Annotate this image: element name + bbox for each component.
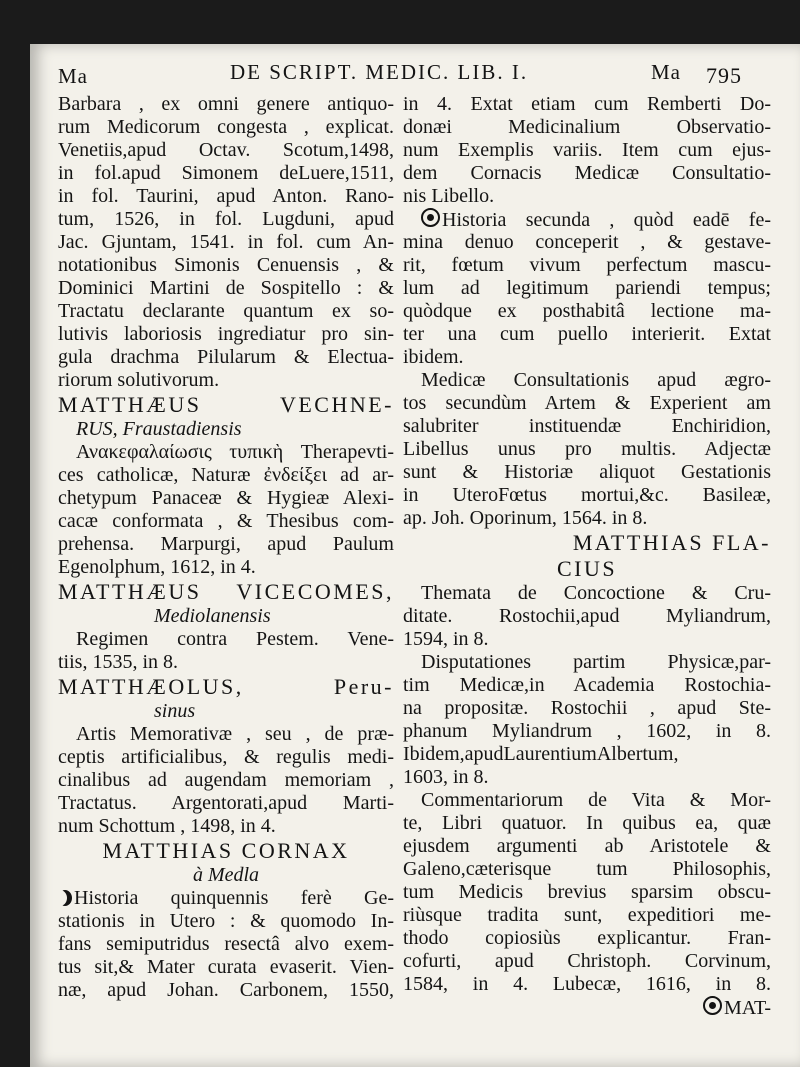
line-text: num Exemplis variis. Item cum ejus-	[403, 139, 771, 161]
left-column-line	[58, 769, 394, 792]
line-text: MATTHÆUS VICECOMES,	[58, 579, 394, 604]
line-text: sunt & Historiæ aliquot Gestationis	[403, 461, 771, 483]
line-text: ap. Joh. Oporinum, 1564. in 8.	[403, 507, 648, 529]
right-column-line	[403, 858, 771, 881]
line-text: Dominici Martini de Sospitello : &	[58, 277, 394, 299]
line-text: riorum solutivorum.	[58, 369, 220, 391]
line-text: Themata de Concoctione & Cru-	[421, 582, 771, 604]
line-text: à Medla	[192, 864, 260, 886]
line-text: dem Cornacis Medicæ Consultatio-	[403, 162, 771, 184]
left-column-line	[58, 418, 394, 441]
line-text: Historia quinquennis ferè Ge-	[74, 887, 394, 909]
right-column-line	[403, 300, 771, 323]
header-left-guideword: Ma	[58, 64, 88, 88]
left-column-line	[58, 579, 394, 605]
left-column-line	[58, 887, 394, 910]
right-column-line	[403, 881, 771, 904]
left-column-line	[58, 392, 394, 418]
line-text: ejusdem argumenti ab Aristotele &	[403, 835, 771, 857]
line-text: Ibidem,apudLaurentiumAlbertum,	[403, 743, 679, 765]
line-text: tos secundùm Artem & Experient am	[403, 392, 771, 414]
right-column-line	[403, 556, 771, 582]
line-text: Tractatus. Argentorati,apud Marti-	[58, 792, 394, 814]
left-column-line	[58, 651, 394, 674]
line-text: prehensa. Marpurgi, apud Paulum	[58, 533, 394, 555]
line-text: MATTHÆUS VECHNE-	[58, 392, 394, 417]
line-text: MAT-	[723, 997, 771, 1019]
left-column-line	[58, 746, 394, 769]
right-text-column	[403, 93, 771, 1019]
right-column-line	[403, 323, 771, 346]
left-column-line	[58, 700, 394, 723]
right-column-line	[403, 766, 771, 789]
left-column-line	[58, 464, 394, 487]
right-column-line	[403, 651, 771, 674]
line-text: donæi Medicinalium Observatio-	[403, 116, 771, 138]
left-column-line	[58, 864, 394, 887]
line-text: Ανακεφαλαίωσις τυπικὴ Therapevti-	[76, 441, 394, 463]
left-column-line	[58, 674, 394, 700]
right-column-line	[403, 904, 771, 927]
left-column-line	[58, 323, 394, 346]
line-text: in fol. Taurini, apud Anton. Rano-	[58, 185, 394, 207]
right-column-line	[403, 743, 771, 766]
line-text: 1584, in 4. Lubecæ, 1616, in 8.	[403, 973, 771, 995]
line-text: 1594, in 8.	[403, 628, 489, 650]
right-column-line	[403, 628, 771, 651]
line-text: in 4. Extat etiam cum Remberti Do-	[403, 93, 771, 115]
line-text: Commentariorum de Vita & Mor-	[421, 789, 771, 811]
right-column-line	[403, 346, 771, 369]
line-text: cofurti, apud Christoph. Corvinum,	[403, 950, 771, 972]
left-column-line	[58, 139, 394, 162]
left-column-line	[58, 956, 394, 979]
left-column-line	[58, 162, 394, 185]
line-text: ter una cum puello interierit. Extat	[403, 323, 771, 345]
line-text: lum ad legitimum pariendi tempus;	[403, 277, 771, 299]
line-text: tiis, 1535, in 8.	[58, 651, 179, 673]
right-column-line	[403, 369, 771, 392]
left-column-line	[58, 369, 394, 392]
left-column-line	[58, 556, 394, 579]
line-text: Regimen contra Pestem. Vene-	[76, 628, 394, 650]
left-text-column	[58, 93, 394, 1002]
right-column-line	[403, 461, 771, 484]
right-column-line	[403, 789, 771, 812]
line-text: riùsque tradita sunt, expeditiori me-	[403, 904, 771, 926]
line-text: Medicæ Consultationis apud ægro-	[421, 369, 771, 391]
header-right-guideword: Ma	[651, 60, 681, 84]
line-text: 1603, in 8.	[403, 766, 489, 788]
line-text: Disputationes partim Physicæ,par-	[421, 651, 771, 673]
line-text: Artis Memorativæ , seu , de præ-	[76, 723, 394, 745]
right-column-line	[403, 415, 771, 438]
left-column-line	[58, 185, 394, 208]
line-text: næ, apud Johan. Carbonem, 1550,	[58, 979, 394, 1001]
line-text: quòdque ex posthabitâ lectione ma-	[403, 300, 771, 322]
right-column-line	[403, 507, 771, 530]
left-column-line	[58, 815, 394, 838]
line-text: Barbara , ex omni genere antiquo-	[58, 93, 394, 115]
right-column-line	[403, 185, 771, 208]
line-text: num Schottum , 1498, in 4.	[58, 815, 276, 837]
left-column-line	[58, 910, 394, 933]
left-column-line	[58, 300, 394, 323]
header-title: DE SCRIPT. MEDIC. LIB. I.	[230, 60, 529, 84]
line-text: te, Libri quatuor. In quibus ea, quæ	[403, 812, 771, 834]
right-column-line	[403, 392, 771, 415]
right-column-line	[403, 438, 771, 461]
line-text: in fol.apud Simonem deLuere,1511,	[58, 162, 394, 184]
line-text: thodo copiosiùs explicantur. Fran-	[403, 927, 771, 949]
line-text: stationis in Utero : & quomodo In-	[58, 910, 394, 932]
line-text: CIUS	[556, 556, 618, 581]
right-column-line	[403, 927, 771, 950]
line-text: phanum Myliandrum , 1602, in 8.	[403, 720, 771, 742]
line-text: Galeno,cæterisque tum Philosophis,	[403, 858, 771, 880]
right-column-line	[403, 996, 771, 1019]
left-column-line	[58, 723, 394, 746]
left-column-line	[58, 277, 394, 300]
left-column-line	[58, 441, 394, 464]
line-text: na propositæ. Rostochii , apud Ste-	[403, 697, 771, 719]
line-text: cinalibus ad augendam memoriam ,	[58, 769, 394, 791]
line-text: sinus	[154, 700, 196, 722]
circled-dot-icon	[703, 996, 722, 1015]
line-text: Historia secunda , quòd eadē fe-	[442, 209, 771, 231]
left-column-line	[58, 838, 394, 864]
right-column-line	[403, 484, 771, 507]
right-column-line	[403, 530, 771, 556]
right-column-line	[403, 254, 771, 277]
right-column-line	[403, 697, 771, 720]
running-header	[58, 60, 778, 92]
left-column-line	[58, 487, 394, 510]
line-text: gula drachma Pilularum & Electua-	[58, 346, 394, 368]
right-column-line	[403, 162, 771, 185]
right-column-line	[403, 139, 771, 162]
left-column-line	[58, 231, 394, 254]
left-column-line	[58, 93, 394, 116]
line-text: in UteroFœtus mortui,&c. Basileæ,	[403, 484, 771, 506]
circled-dot-icon	[421, 208, 440, 227]
left-column-line	[58, 510, 394, 533]
right-column-line	[403, 950, 771, 973]
right-column-line	[403, 605, 771, 628]
line-text: Libellus unus pro multis. Adjectæ	[403, 438, 771, 460]
right-column-line	[403, 674, 771, 697]
line-text: fans semiputridus resectâ alvo exem-	[58, 933, 394, 955]
line-text: tum Medicis brevius sparsim obscu-	[403, 881, 771, 903]
right-column-line	[403, 835, 771, 858]
line-text: MATTHÆOLUS, Peru-	[58, 674, 394, 699]
line-text: ibidem.	[403, 346, 464, 368]
line-text: nis Libello.	[403, 185, 495, 207]
line-text: ces catholicæ, Naturæ ἐνδείξει ad ar-	[58, 464, 394, 486]
left-column-line	[58, 792, 394, 815]
right-column-line	[403, 582, 771, 605]
left-column-line	[58, 208, 394, 231]
line-text: rum Medicorum congesta , explicat.	[58, 116, 394, 138]
left-column-line	[58, 254, 394, 277]
line-text: Jac. Gjuntam, 1541. in fol. cum An-	[58, 231, 394, 253]
right-column-line	[403, 93, 771, 116]
line-text: Venetiis,apud Octav. Scotum,1498,	[58, 139, 394, 161]
line-text: salubriter instituendæ Enchiridion,	[403, 415, 771, 437]
line-text: cacæ conformata , & Thesibus com-	[58, 510, 394, 532]
line-text: rit, fœtum vivum perfectum mascu-	[403, 254, 771, 276]
line-text: tum, 1526, in fol. Lugduni, apud	[58, 208, 394, 230]
left-column-line	[58, 346, 394, 369]
right-column-line	[403, 231, 771, 254]
left-column-line	[58, 933, 394, 956]
line-text: tus sit,& Mater curata evaserit. Vien-	[58, 956, 394, 978]
left-column-line	[58, 979, 394, 1002]
left-column-line	[58, 116, 394, 139]
line-text: ditate. Rostochii,apud Myliandrum,	[403, 605, 771, 627]
right-column-line	[403, 720, 771, 743]
line-text: Tractatu declarante quantum ex so-	[58, 300, 394, 322]
line-text: Mediolanensis	[154, 605, 271, 627]
line-text: Egenolphum, 1612, in 4.	[58, 556, 256, 578]
line-text: RUS, Fraustadiensis	[76, 418, 242, 440]
line-text: MATTHIAS CORNAX	[102, 838, 350, 863]
right-column-line	[403, 812, 771, 835]
line-text: lutivis laboriosis ingrediatur pro sin-	[58, 323, 394, 345]
left-column-line	[58, 533, 394, 556]
line-text: MATTHIAS FLA-	[572, 530, 771, 555]
right-column-line	[403, 116, 771, 139]
right-column-line	[403, 973, 771, 996]
line-text: ceptis artificialibus, & regulis medi-	[58, 746, 394, 768]
right-column-line	[403, 277, 771, 300]
left-column-line	[58, 628, 394, 651]
crescent-moon-icon	[58, 890, 70, 906]
right-column-line	[403, 208, 771, 231]
line-text: mina denuo conceperit , & gestave-	[403, 231, 771, 253]
line-text: tim Medicæ,in Academia Rostochia-	[403, 674, 771, 696]
left-column-line	[58, 605, 394, 628]
line-text: notationibus Simonis Cenuensis , &	[58, 254, 394, 276]
line-text: chetypum Panaceæ & Hygieæ Alexi-	[58, 487, 394, 509]
page-number: 795	[706, 63, 742, 88]
